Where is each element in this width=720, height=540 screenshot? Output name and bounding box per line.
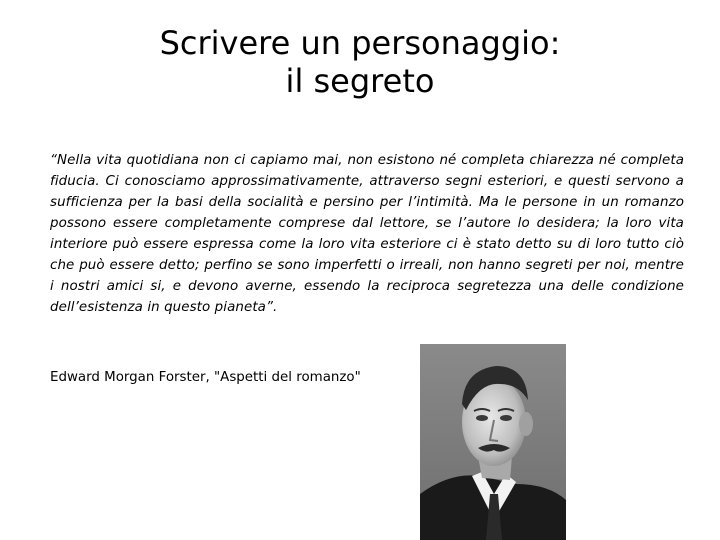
slide-title [0,24,720,100]
quote-attribution: Edward Morgan Forster, "Aspetti del romanzo" [50,370,361,385]
quote-text: “Nella vita quotidiana non ci capiamo mai, non esistono né completa chiarezza né completa fiducia. Ci conosciamo approssimativamente, attraverso segni esteriori, e questi servono a sufficienza per la basi della socialità e persino per l’intimità. Ma le persone in un romanzo possono essere completamente comprese dal lettore, se l’autore lo desidera; la loro vita interiore può essere espressa come la loro vita esteriore ci è stato detto su di loro tutto ciò che può essere detto; perfino se sono imperfetti o irreali, non hanno segreti per noi, mentre i nostri amici si, e devono averne, essendo la reciproca segretezza una delle condizione dell’esistenza in questo pianeta”. [50,153,684,315]
portrait-photo [420,344,566,540]
portrait-image [420,344,566,540]
title-line-1: Scrivere un personaggio: [159,24,561,62]
title-line-2: il segreto [285,62,435,100]
